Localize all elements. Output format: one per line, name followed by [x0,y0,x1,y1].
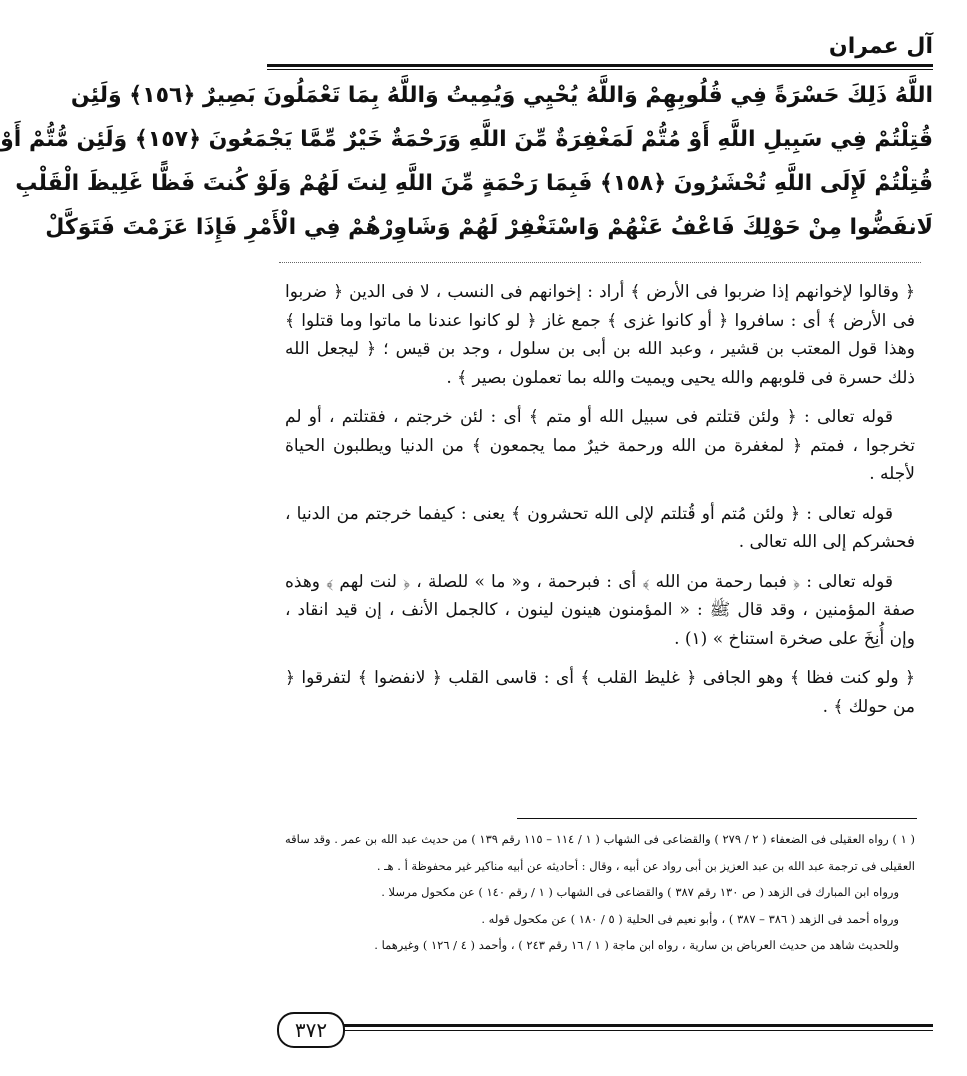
footnote-rule [517,818,917,819]
quran-line: قُتِلْتُمْ لَإِلَى اللَّهِ تُحْشَرُونَ ﴿١٥٨﴾ فَبِمَا رَحْمَةٍ مِّنَ اللَّهِ لِنتَ لَهُمْ وَلَوْ كُنتَ فَظًّا غَلِيظَ الْقَلْبِ [15,171,933,196]
quran-line: لَانفَضُّوا مِنْ حَوْلِكَ فَاعْفُ عَنْهُمْ وَاسْتَغْفِرْ لَهُمْ وَشَاوِرْهُمْ فِي الْأَمْرِ فَإِذَا عَزَمْتَ فَتَوَكَّلْ [45,215,933,240]
header-rule-thin [267,69,933,70]
commentary-block [285,278,915,732]
footer-rule [343,1024,933,1027]
commentary-paragraph: قوله تعالى : ﴿ فبما رحمة من الله ﴾ أى : فبرحمة ، و« ما » للصلة ، ﴿ لنت لهم ﴾ وهذه صفة المؤمنين ، وقد قال ﷺ : « المؤمنون هينون لينون ، كالجمل الأنف ، إن قيد انقاد ، وإن أُنِخَ على صخرة استناخ » (١) . [285,571,915,649]
page-number: ٣٧٢ [277,1012,345,1048]
quran-text-block [0,74,933,252]
footnote: ورواه أحمد فى الزهد ( ٣٨٦ – ٣٨٧ ) ، وأبو نعيم فى الحلية ( ٥ / ١٨٠ ) عن مكحول قوله . [481,911,899,926]
page-header [267,28,933,62]
commentary-paragraph: ﴿ ولو كنت فظا ﴾ وهو الجافى ﴿ غليظ القلب ﴾ أى : قاسى القلب ﴿ لانفضوا ﴾ لتفرقوا ﴿ من حولك ﴾ . [285,668,915,717]
footnote: ورواه ابن المبارك فى الزهد ( ص ١٣٠ رقم ٣٨٧ ) والقضاعى فى الشهاب ( ١ / رقم ١٤٠ ) عن مكحول مرسلا . [381,885,899,899]
quran-line: اللَّهُ ذَلِكَ حَسْرَةً فِي قُلُوبِهِمْ وَاللَّهُ يُحْيِي وَيُمِيتُ وَاللَّهُ بِمَا تَعْمَلُونَ بَصِيرٌ ﴿١٥٦﴾ وَلَئِن [70,83,933,108]
surah-title: آل عمران [828,34,933,59]
footnote: وللحديث شاهد من حديث العرباض بن سارية ، رواه ابن ماجة ( ١ / ١٦ رقم ٢٤٣ ) ، وأحمد ( ٤ / ١٢٦ ) وغيرهما . [374,938,899,952]
quran-line: قُتِلْتُمْ فِي سَبِيلِ اللَّهِ أَوْ مُتُّمْ لَمَغْفِرَةٌ مِّنَ اللَّهِ وَرَحْمَةٌ خَيْرٌ مِّمَّا يَجْمَعُونَ ﴿١٥٧﴾ وَلَئِن مُّتُّمْ أَوْ [0,127,933,152]
footer-rule-thin [343,1030,933,1031]
page-number-badge [255,1010,365,1050]
footnote: ( ١ ) رواه العقيلى فى الضعفاء ( ٢ / ٢٧٩ ) والقضاعى فى الشهاب ( ١ / ١١٤ – ١١٥ رقم ١٣٩ ) من حديث عبد الله بن عمر . وقد ساقه العقيلى فى ترجمة عبد الله بن عبد العزيز بن أبى رواد عن أبيه ، وقال : أحاديثه عن أبيه مناكير غير محفوظة أ . هـ . [285,832,915,873]
commentary-paragraph: قوله تعالى : ﴿ ولئن قتلتم فى سبيل الله أو متم ﴾ أى : لئن خرجتم ، فقتلتم ، أو لم تخرجوا ، فمتم ﴿ لمغفرة من الله ورحمة خيرٌ مما يجمعون ﴾ من الدنيا ويطلبون الحياة لأجله . [285,407,915,484]
header-rule [267,64,933,67]
commentary-paragraph: ﴿ وقالوا لإخوانهم إذا ضربوا فى الأرض ﴾ أراد : إخوانهم فى النسب ، لا فى الدين ﴿ ضربوا فى الأرض ﴾ أى : سافروا ﴿ أو كانوا غزى ﴾ جمع غاز ﴿ لو كانوا عندنا ما ماتوا وما قتلوا ﴾ وهذا قول المعتب بن قشير ، وعبد الله بن أبى بن سلول ، وجد بن قيس ؛ ﴿ ليجعل الله ذلك حسرة فى قلوبهم والله يحيى ويميت والله بما تعملون بصير ﴾ . [285,282,915,388]
commentary-paragraph: قوله تعالى : ﴿ ولئن مُتم أو قُتلتم لإلى الله تحشرون ﴾ يعنى : كيفما خرجتم من الدنيا ، فحشركم إلى الله تعالى . [285,503,915,552]
section-divider [279,262,921,263]
footnotes-block [285,826,915,959]
